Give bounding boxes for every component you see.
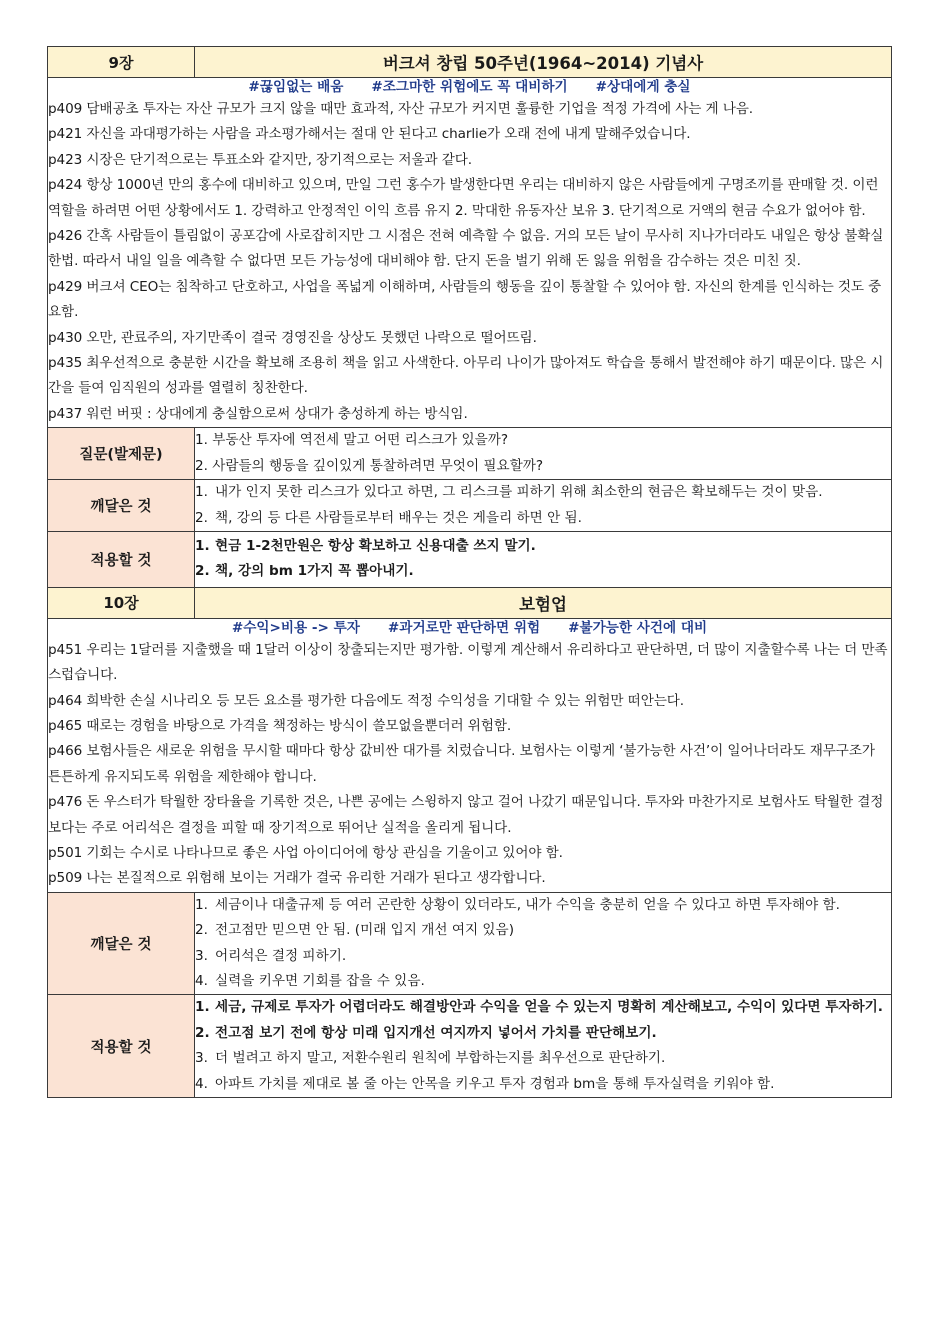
learned-label: 깨달은 것 xyxy=(48,480,195,532)
apply-label: 적용할 것 xyxy=(48,995,195,1098)
learned-list xyxy=(195,892,892,995)
question-item: 2. 사람들의 행동을 깊이있게 통찰하려면 무엇이 필요할까? xyxy=(195,457,544,474)
learned-item: 4. 실력을 키우면 기회를 잡을 수 있음. xyxy=(195,973,425,989)
note-paragraph: p424 항상 1000년 만의 홍수에 대비하고 있으며, 만일 그런 홍수가 발생한다면 우리는 대비하지 않은 사람들에게 구명조끼를 판매할 것. 이런 역할을 하려면 어떤 상황에서도 1. 강력하고 안정적인 이익 흐름 유지 2. 막대한 유동자산 보유 3. 단기적으로 거액의 현금 수요가 없어야 함. xyxy=(48,177,879,219)
question-item: 1. 부동산 투자에 역전세 말고 어떤 리스크가 있을까? xyxy=(195,432,509,449)
tag: #상대에게 충실 xyxy=(595,79,691,95)
apply-list xyxy=(195,995,892,1098)
questions-list xyxy=(195,428,892,480)
apply-item: 1. 현금 1-2천만원은 항상 확보하고 신용대출 쓰지 말기. xyxy=(195,537,536,554)
chapter-10-tags xyxy=(48,619,891,638)
note-paragraph: p435 최우선적으로 충분한 시간을 확보해 조용히 책을 읽고 사색한다. 아무리 나이가 많아져도 학습을 통해서 발전해야 하기 때문이다. 많은 시간을 들여 임직원의 성과를 열렬히 칭찬한다. xyxy=(48,355,884,397)
chapter-10-header-row xyxy=(48,587,892,618)
apply-item: 2. 책, 강의 bm 1가지 꼭 뽑아내기. xyxy=(195,563,414,580)
chapter-9-body-row xyxy=(48,78,892,428)
chapter-9-apply-row xyxy=(48,531,892,587)
note-paragraph: p429 버크셔 CEO는 침착하고 단호하고, 사업을 폭넓게 이해하며, 사람들의 행동을 깊이 통찰할 수 있어야 함. 자신의 한계를 인식하는 것도 중요함. xyxy=(48,278,882,321)
learned-item: 1. 내가 인지 못한 리스크가 있다고 하면, 그 리스크를 피하기 위해 최소한의 현금은 확보해두는 것이 맞음. xyxy=(195,484,823,501)
chapter-10-title: 보험업 xyxy=(195,587,892,618)
note-paragraph: p437 워런 버핏 : 상대에게 충실함으로써 상대가 충성하게 하는 방식임. xyxy=(48,405,468,422)
chapter-9-summary xyxy=(48,78,892,428)
note-paragraph: p426 간혹 사람들이 틀림없이 공포감에 사로잡히지만 그 시점은 전혀 예측할 수 없음. 거의 모든 날이 무사히 지나가더라도 내일은 항상 불확실한법. 따라서 내일 일을 예측할 수 없다면 모든 가능성에 대비해야 함. 단지 돈을 벌기 위해 돈 잃을 위험을 감수하는 것은 미친 짓. xyxy=(48,228,884,270)
chapter-10-apply-row xyxy=(48,995,892,1098)
apply-label: 적용할 것 xyxy=(48,531,195,587)
apply-item: 3. 더 벌려고 하지 말고, 저환수원리 원칙에 부합하는지를 최우선으로 판단하기. xyxy=(195,1050,666,1067)
chapter-9-header-row xyxy=(48,47,892,78)
chapter-9-title: 버크셔 창립 50주년(1964~2014) 기념사 xyxy=(195,47,892,78)
apply-item: 2. 전고점 보기 전에 항상 미래 입지개선 여지까지 넣어서 가치를 판단해보기. xyxy=(195,1024,657,1041)
note-paragraph: p466 보험사들은 새로운 위험을 무시할 때마다 항상 값비싼 대가를 치렀습니다. 보험사는 이렇게 ‘불가능한 사건’이 일어나더라도 재무구조가 튼튼하게 유지되도록 위험을 제한해야 합니다. xyxy=(48,743,875,785)
chapter-9-tags xyxy=(48,78,891,97)
book-notes-table xyxy=(47,46,892,1098)
chapter-10-learned-row xyxy=(48,892,892,995)
note-paragraph: p409 담배공초 투자는 자산 규모가 크지 않을 때만 효과적, 자산 규모가 커지면 훌륭한 기업을 적정 가격에 사는 게 나음. xyxy=(48,101,754,117)
learned-item: 1. 세금이나 대출규제 등 여러 곤란한 상황이 있더라도, 내가 수익을 충분히 얻을 수 있다고 하면 투자해야 함. xyxy=(195,896,840,913)
tag: #수익>비용 -> 투자 xyxy=(231,619,360,636)
tag: #과거로만 판단하면 위험 xyxy=(387,619,541,636)
note-paragraph: p465 때로는 경험을 바탕으로 가격을 책정하는 방식이 쓸모없을뿐더러 위험함. xyxy=(48,717,512,734)
learned-item: 3. 어리석은 결정 피하기. xyxy=(195,947,347,964)
chapter-9-number: 9장 xyxy=(48,47,195,78)
chapter-9-learned-row xyxy=(48,480,892,532)
learned-list xyxy=(195,480,892,532)
questions-label: 질문(발제문) xyxy=(48,428,195,480)
apply-item: 1. 세금, 규제로 투자가 어렵더라도 해결방안과 수익을 얻을 수 있는지 명확히 계산해보고, 수익이 있다면 투자하기. xyxy=(195,999,883,1016)
learned-item: 2. 책, 강의 등 다른 사람들로부터 배우는 것은 게을리 하면 안 됨. xyxy=(195,509,583,526)
note-paragraph: p423 시장은 단기적으로는 투표소와 같지만, 장기적으로는 저울과 같다. xyxy=(48,151,473,168)
chapter-10-summary xyxy=(48,618,892,892)
note-paragraph: p421 자신을 과대평가하는 사람을 과소평가해서는 절대 안 된다고 charlie가 오래 전에 내게 말해주었습니다. xyxy=(48,126,691,143)
note-paragraph: p430 오만, 관료주의, 자기만족이 결국 경영진을 상상도 못했던 나락으로 떨어뜨림. xyxy=(48,329,537,346)
note-paragraph: p476 돈 우스터가 탁월한 장타율을 기록한 것은, 나쁜 공에는 스윙하지 않고 걸어 나갔기 때문입니다. 투자와 마찬가지로 보험사도 탁월한 결정보다는 주로 어리석은 결정을 피할 때 장기적으로 뛰어난 실적을 올리게 됩니다. xyxy=(48,794,884,836)
note-paragraph: p501 기회는 수시로 나타나므로 좋은 사업 아이디어에 항상 관심을 기울이고 있어야 함. xyxy=(48,844,563,861)
apply-list xyxy=(195,531,892,587)
tag: #조그마한 위험에도 꼭 대비하기 xyxy=(371,79,568,95)
note-paragraph: p464 희박한 손실 시나리오 등 모든 요소를 평가한 다음에도 적정 수익성을 기대할 수 있는 위험만 떠안는다. xyxy=(48,692,685,709)
chapter-10-body-row xyxy=(48,618,892,892)
note-paragraph: p509 나는 본질적으로 위험해 보이는 거래가 결국 유리한 거래가 된다고 생각합니다. xyxy=(48,870,546,887)
note-paragraph: p451 우리는 1달러를 지출했을 때 1달러 이상이 창출되는지만 평가함. 이렇게 계산해서 유리하다고 판단하면, 더 많이 지출할수록 나는 더 만족스럽습니다. xyxy=(48,641,888,684)
chapter-10-number: 10장 xyxy=(48,587,195,618)
tag: #끊임없는 배움 xyxy=(248,79,344,95)
learned-label: 깨달은 것 xyxy=(48,892,195,995)
apply-item: 4. 아파트 가치를 제대로 볼 줄 아는 안목을 키우고 투자 경험과 bm을 통해 투자실력을 키워야 함. xyxy=(195,1075,775,1092)
tag: #불가능한 사건에 대비 xyxy=(568,619,708,636)
chapter-9-questions-row xyxy=(48,428,892,480)
learned-item: 2. 전고점만 믿으면 안 됨. (미래 입지 개선 여지 있음) xyxy=(195,922,514,939)
